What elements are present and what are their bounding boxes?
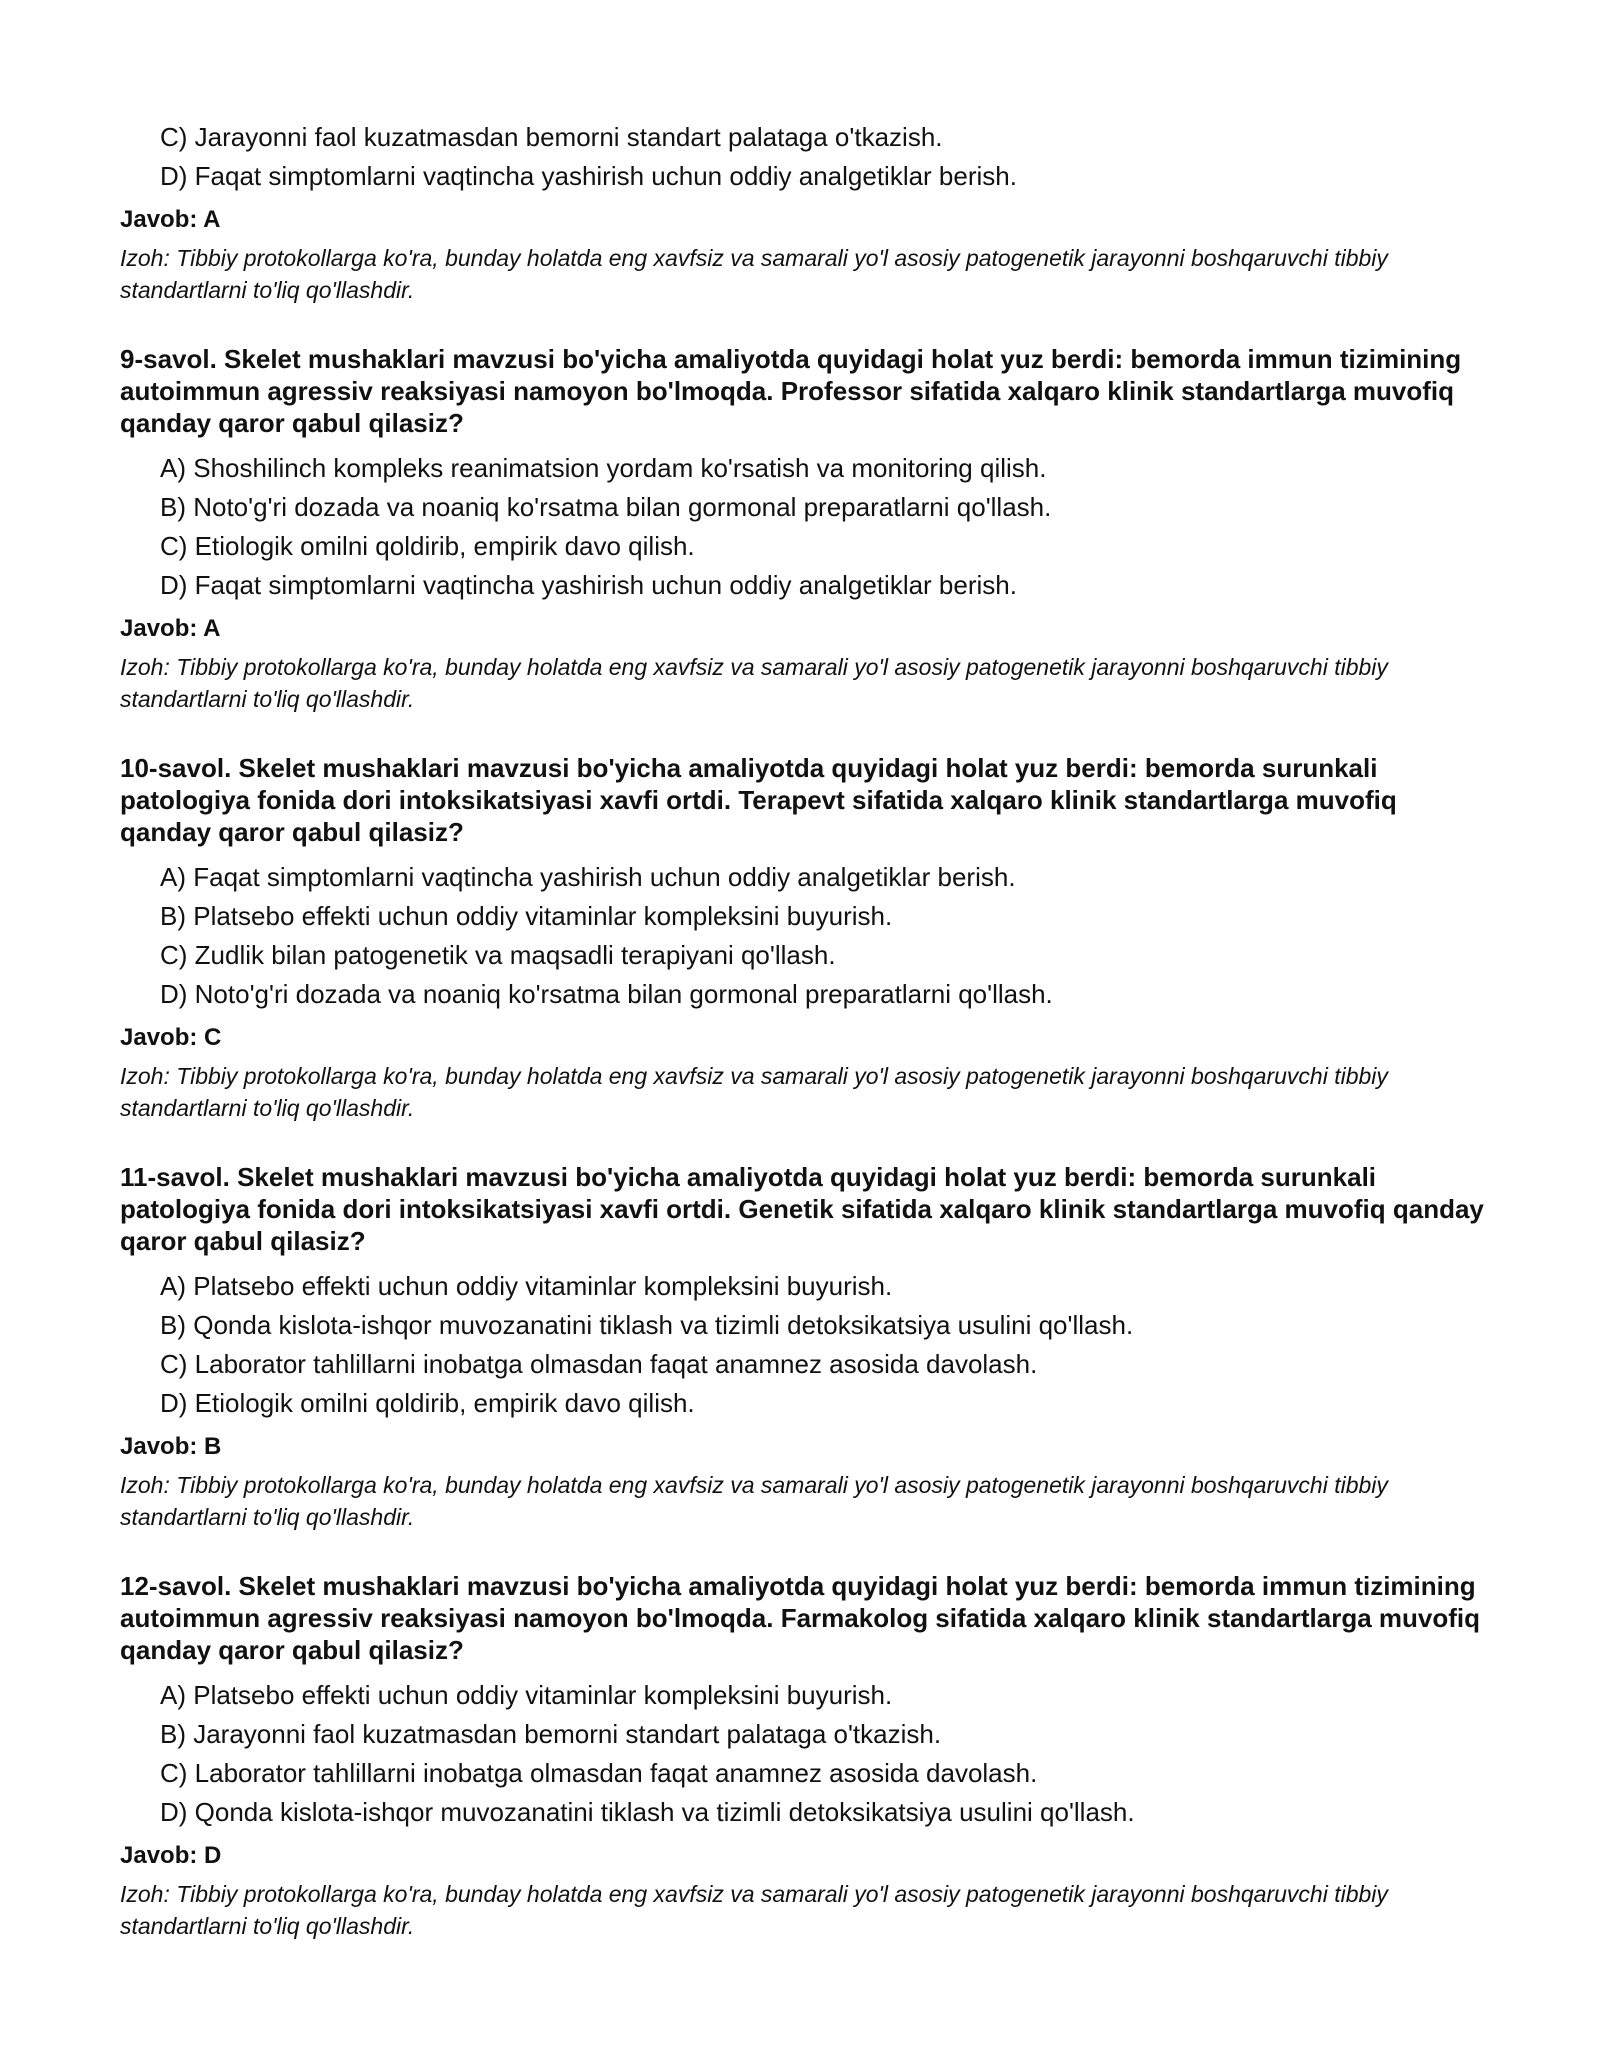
explanation-note: Izoh: Tibbiy protokollarga ko'ra, bunday holatda eng xavfsiz va samarali yo'l asosiy patogenetik jarayonni boshqaruvchi tibbiy standartlarni to'liq qo'llashdir.: [120, 245, 1388, 303]
answer-label: Javob: A: [120, 615, 221, 642]
option-d: D) Faqat simptomlarni vaqtincha yashirish uchun oddiy analgetiklar berish.: [160, 161, 1017, 191]
option-c: C) Etiologik omilni qoldirib, empirik davo qilish.: [160, 531, 695, 561]
option-a: A) Platsebo effekti uchun oddiy vitaminlar kompleksini buyurish.: [160, 1271, 893, 1301]
answer-label: Javob: B: [120, 1433, 222, 1460]
question-9: [120, 343, 1490, 715]
explanation-note: Izoh: Tibbiy protokollarga ko'ra, bunday holatda eng xavfsiz va samarali yo'l asosiy patogenetik jarayonni boshqaruvchi tibbiy standartlarni to'liq qo'llashdir.: [120, 654, 1388, 712]
answer-label: Javob: D: [120, 1842, 222, 1869]
question-title: 12-savol. Skelet mushaklari mavzusi bo'yicha amaliyotda quyidagi holat yuz berdi: bemorda immun tizimining autoimmun agressiv reaksiyasi namoyon bo'lmoqda. Farmakolog sifatida xalqaro klinik standartlarga muvofiq qanday qaror qabul qilasiz?: [120, 1571, 1481, 1665]
option-a: A) Platsebo effekti uchun oddiy vitaminlar kompleksini buyurish.: [160, 1680, 893, 1710]
option-d: D) Noto'g'ri dozada va noaniq ko'rsatma bilan gormonal preparatlarni qo'llash.: [160, 979, 1053, 1009]
explanation-note: Izoh: Tibbiy protokollarga ko'ra, bunday holatda eng xavfsiz va samarali yo'l asosiy patogenetik jarayonni boshqaruvchi tibbiy standartlarni to'liq qo'llashdir.: [120, 1881, 1388, 1939]
option-a: A) Shoshilinch kompleks reanimatsion yordam ko'rsatish va monitoring qilish.: [160, 453, 1047, 483]
option-d: D) Faqat simptomlarni vaqtincha yashirish uchun oddiy analgetiklar berish.: [160, 570, 1017, 600]
option-d: D) Qonda kislota-ishqor muvozanatini tiklash va tizimli detoksikatsiya usulini qo'llash.: [160, 1797, 1135, 1827]
document-page: [120, 118, 1490, 1942]
question-title: 11-savol. Skelet mushaklari mavzusi bo'yicha amaliyotda quyidagi holat yuz berdi: bemorda surunkali patologiya fonida dori intoksikatsiyasi xavfi ortdi. Genetik sifatida xalqaro klinik standartlarga muvofiq qanday qaror qabul qilasiz?: [120, 1162, 1484, 1256]
option-c: C) Laborator tahlillarni inobatga olmasdan faqat anamnez asosida davolash.: [160, 1349, 1038, 1379]
option-b: B) Jarayonni faol kuzatmasdan bemorni standart palataga o'tkazish.: [160, 1719, 942, 1749]
option-b: B) Noto'g'ri dozada va noaniq ko'rsatma bilan gormonal preparatlarni qo'llash.: [160, 492, 1052, 522]
option-a: A) Faqat simptomlarni vaqtincha yashirish uchun oddiy analgetiklar berish.: [160, 862, 1016, 892]
option-c: C) Laborator tahlillarni inobatga olmasdan faqat anamnez asosida davolash.: [160, 1758, 1038, 1788]
option-c: C) Jarayonni faol kuzatmasdan bemorni standart palataga o'tkazish.: [160, 122, 943, 152]
question-title: 9-savol. Skelet mushaklari mavzusi bo'yicha amaliyotda quyidagi holat yuz berdi: bemorda immun tizimining autoimmun agressiv reaksiyasi namoyon bo'lmoqda. Professor sifatida xalqaro klinik standartlarga muvofiq qanday qaror qabul qilasiz?: [120, 344, 1462, 438]
option-c: C) Zudlik bilan patogenetik va maqsadli terapiyani qo'llash.: [160, 940, 836, 970]
explanation-note: Izoh: Tibbiy protokollarga ko'ra, bunday holatda eng xavfsiz va samarali yo'l asosiy patogenetik jarayonni boshqaruvchi tibbiy standartlarni to'liq qo'llashdir.: [120, 1472, 1388, 1530]
option-b: B) Qonda kislota-ishqor muvozanatini tiklash va tizimli detoksikatsiya usulini qo'llash.: [160, 1310, 1134, 1340]
option-b: B) Platsebo effekti uchun oddiy vitaminlar kompleksini buyurish.: [160, 901, 893, 931]
question-8-continuation: [120, 118, 1490, 306]
question-12: [120, 1570, 1490, 1942]
answer-label: Javob: C: [120, 1024, 222, 1051]
question-11: [120, 1161, 1490, 1533]
answer-label: Javob: A: [120, 206, 221, 233]
question-title: 10-savol. Skelet mushaklari mavzusi bo'yicha amaliyotda quyidagi holat yuz berdi: bemorda surunkali patologiya fonida dori intoksikatsiyasi xavfi ortdi. Terapevt sifatida xalqaro klinik standartlarga muvofiq qanday qaror qabul qilasiz?: [120, 753, 1397, 847]
question-10: [120, 752, 1490, 1124]
explanation-note: Izoh: Tibbiy protokollarga ko'ra, bunday holatda eng xavfsiz va samarali yo'l asosiy patogenetik jarayonni boshqaruvchi tibbiy standartlarni to'liq qo'llashdir.: [120, 1063, 1388, 1121]
option-d: D) Etiologik omilni qoldirib, empirik davo qilish.: [160, 1388, 695, 1418]
